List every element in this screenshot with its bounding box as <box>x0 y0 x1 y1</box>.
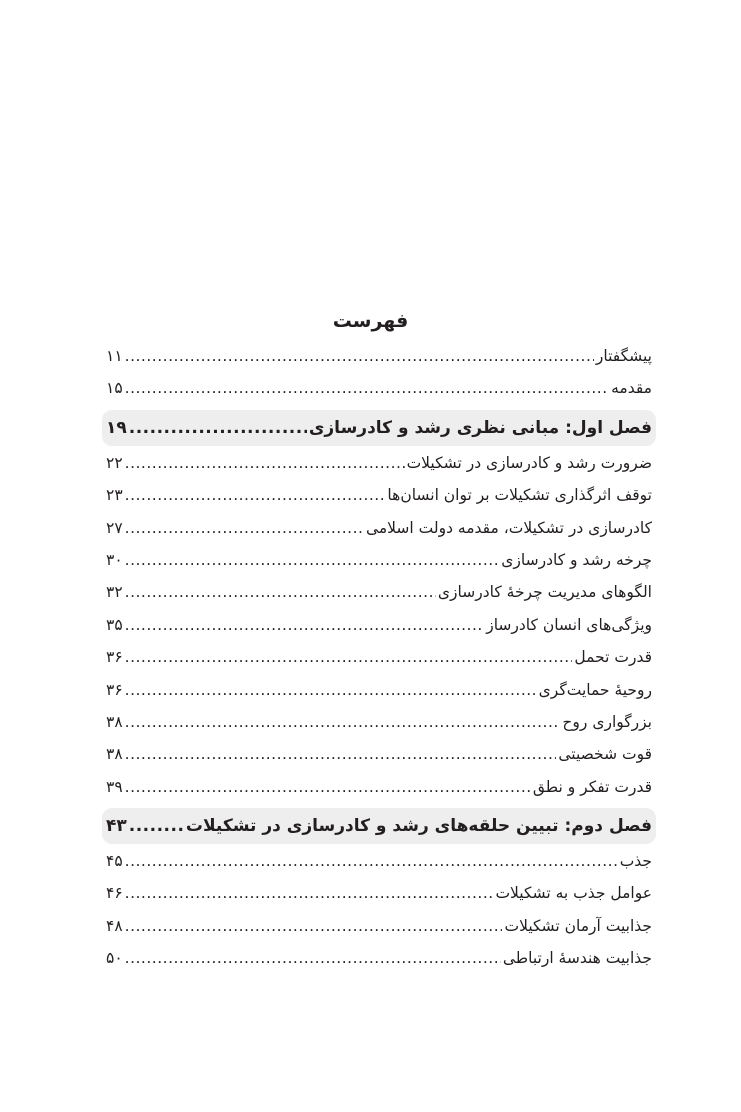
dot-leader <box>125 845 618 877</box>
page-number: ۳۵ <box>106 615 123 634</box>
page-number: ۱۱ <box>106 347 123 365</box>
entry-title: پیشگفتار <box>595 347 652 365</box>
page-number: ۳۶ <box>106 680 123 699</box>
toc-entry-row[interactable] <box>106 706 652 738</box>
page-number: ۱۹ <box>106 417 127 438</box>
toc-entry-row[interactable] <box>106 738 652 770</box>
page-number: ۳۸ <box>106 712 123 731</box>
dot-leader <box>125 609 485 641</box>
dot-leader <box>125 910 503 942</box>
dot-leader <box>129 410 307 446</box>
entry-title: عوامل جذب به تشکیلات <box>495 884 652 903</box>
toc-entry-row[interactable] <box>106 845 652 877</box>
page-number: ۴۸ <box>106 916 123 935</box>
entry-title: چرخه رشد و کادرسازی <box>501 550 652 569</box>
toc-entry-row[interactable] <box>106 340 652 372</box>
dot-leader <box>125 544 500 576</box>
dot-leader <box>125 512 364 544</box>
page-number: ۱۵ <box>106 379 123 398</box>
dot-leader <box>125 877 494 909</box>
chapter-title: فصل دوم: تبیین حلقه‌های رشد و کادرسازی در تشکیلات <box>185 816 652 837</box>
dot-leader <box>125 706 561 738</box>
toc-entry-row[interactable] <box>106 877 652 909</box>
entry-title: کادرسازی در تشکیلات، مقدمه دولت اسلامی <box>365 518 652 537</box>
dot-leader <box>125 340 594 372</box>
toc-chapter-row[interactable] <box>102 410 656 446</box>
toc-chapter-row[interactable] <box>102 808 656 844</box>
page-number: ۴۳ <box>106 816 127 837</box>
toc-entry-row[interactable] <box>106 512 652 544</box>
page-number: ۳۶ <box>106 648 123 667</box>
dot-leader <box>125 576 436 608</box>
page-number: ۲۷ <box>106 518 123 537</box>
entry-title: قدرت تفکر و نطق <box>532 777 652 796</box>
page-number: ۴۶ <box>106 884 123 903</box>
toc-entry-row[interactable] <box>106 372 652 404</box>
entry-title: جذابیت هندسهٔ ارتباطی <box>502 949 652 968</box>
entry-title: ویژگی‌های انسان کادرساز <box>486 615 652 634</box>
entry-title: روحیهٔ حمایت‌گری <box>538 680 652 699</box>
dot-leader <box>125 771 531 803</box>
toc-entry-row[interactable] <box>106 942 652 974</box>
chapter-title: فصل اول: مبانی نظری رشد و کادرسازی <box>308 417 652 438</box>
toc-entry-row[interactable] <box>106 544 652 576</box>
entry-title: الگوهای مدیریت چرخهٔ کادرسازی <box>437 583 652 602</box>
dot-leader <box>125 641 573 673</box>
entry-title: ضرورت رشد و کادرسازی در تشکیلات <box>406 453 652 472</box>
toc-entry-row[interactable] <box>106 771 652 803</box>
entry-title: جذب <box>619 852 652 871</box>
page-number: ۲۲ <box>106 453 123 472</box>
page-number: ۳۹ <box>106 777 123 796</box>
page-number: ۴۵ <box>106 852 123 871</box>
dot-leader <box>125 447 405 479</box>
dot-leader <box>125 372 609 404</box>
entry-title: قوت شخصیتی <box>558 745 652 764</box>
toc-entry-row[interactable] <box>106 674 652 706</box>
page-number: ۳۲ <box>106 583 123 602</box>
entry-title: توقف اثرگذاری تشکیلات بر توان انسان‌ها <box>387 486 652 505</box>
entry-title: جذابیت آرمان تشکیلات <box>504 916 652 935</box>
toc-entry-row[interactable] <box>106 641 652 673</box>
table-of-contents <box>106 340 652 975</box>
page-number: ۳۰ <box>106 550 123 569</box>
toc-entry-row[interactable] <box>106 576 652 608</box>
toc-entry-row[interactable] <box>106 479 652 511</box>
page-number: ۳۸ <box>106 745 123 764</box>
page-number: ۲۳ <box>106 486 123 505</box>
dot-leader <box>125 479 386 511</box>
toc-entry-row[interactable] <box>106 910 652 942</box>
dot-leader <box>125 674 537 706</box>
entry-title: مقدمه <box>611 379 652 398</box>
dot-leader <box>125 942 501 974</box>
toc-entry-row[interactable] <box>106 447 652 479</box>
page-number: ۵۰ <box>106 949 123 968</box>
toc-heading: فهرست <box>332 310 409 332</box>
toc-entry-row[interactable] <box>106 609 652 641</box>
entry-title: بزرگواری روح <box>562 712 652 731</box>
entry-title: قدرت تحمل <box>574 648 652 667</box>
dot-leader <box>129 808 184 844</box>
dot-leader <box>125 738 557 770</box>
